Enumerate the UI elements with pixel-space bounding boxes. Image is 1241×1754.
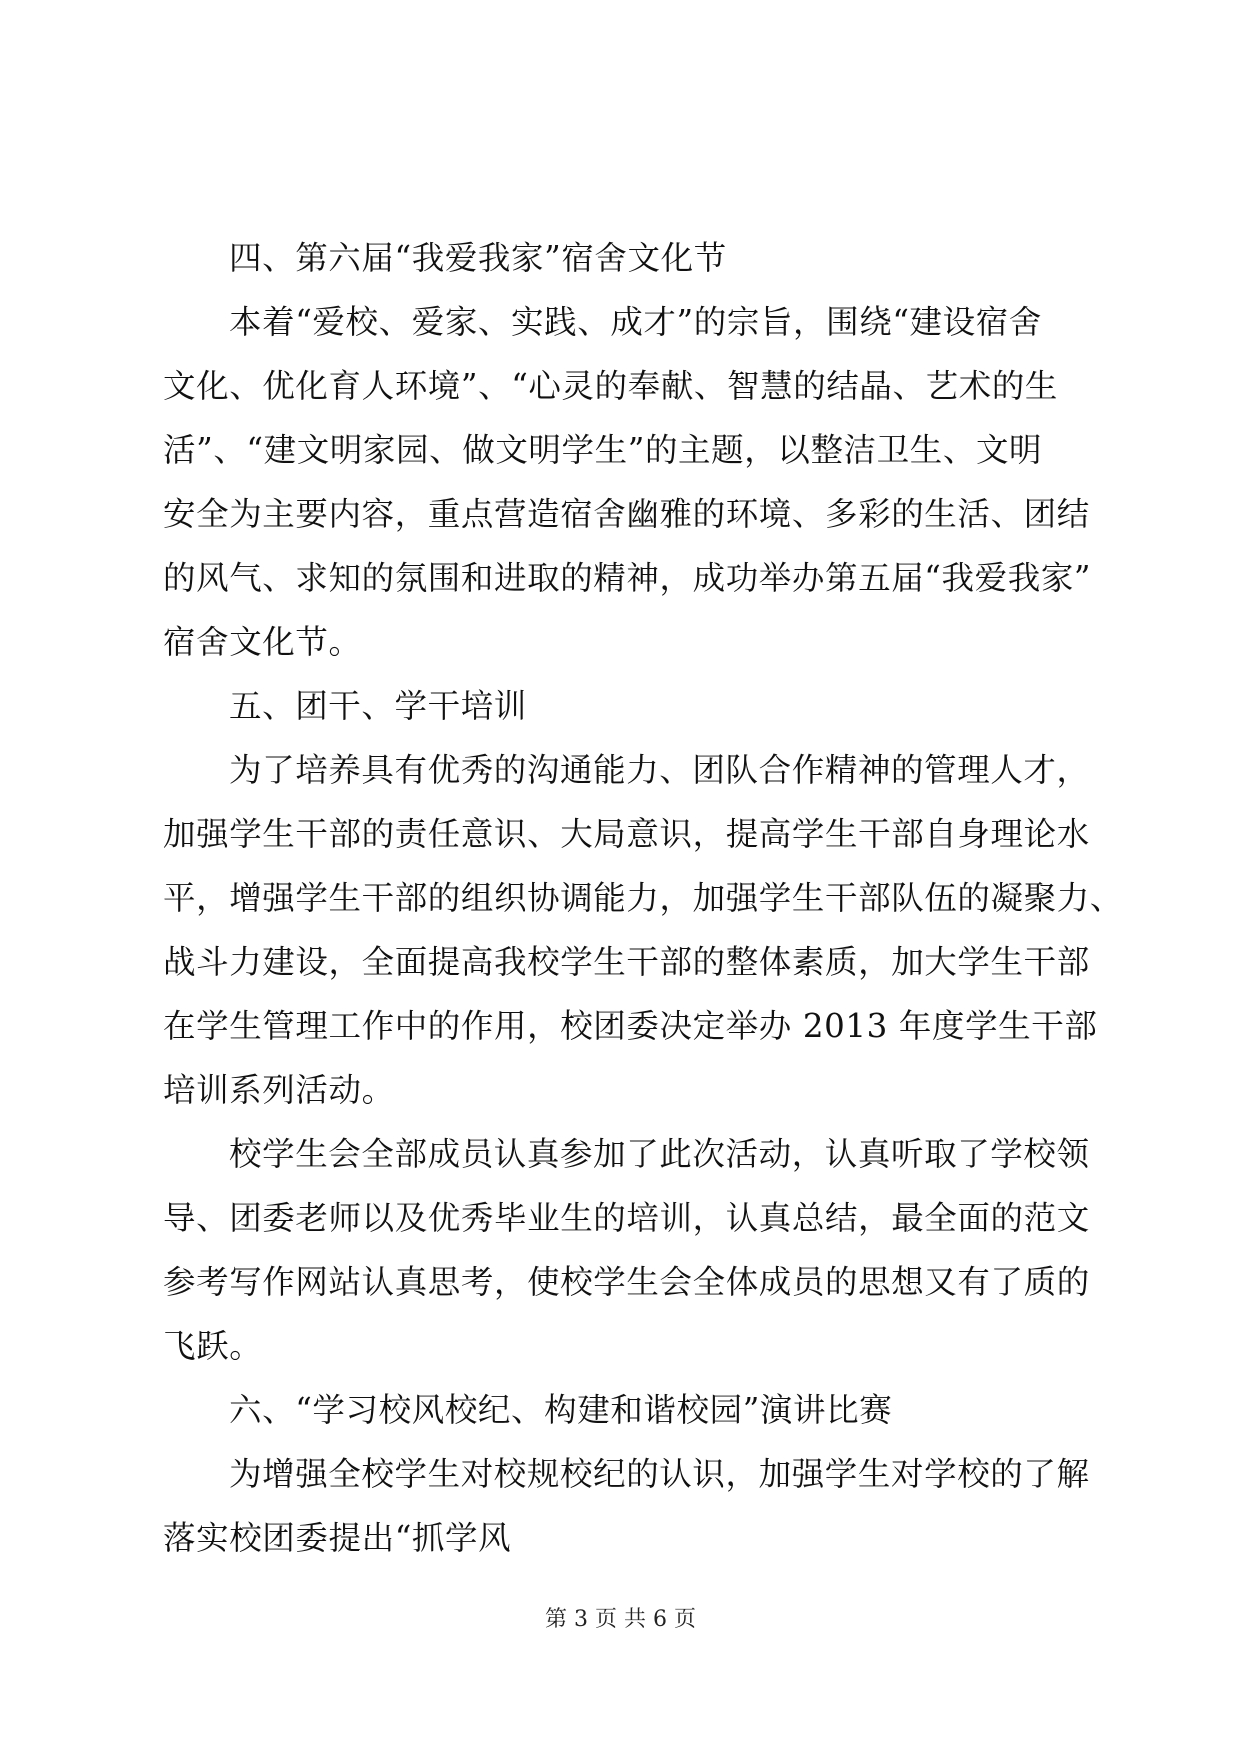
paragraph-line: 平，增强学生干部的组织协调能力，加强学生干部队伍的凝聚力、 [163,879,1123,917]
paragraph-line: 战斗力建设，全面提高我校学生干部的整体素质，加大学生干部 [163,943,1090,981]
paragraph-line: 导、团委老师以及优秀毕业生的培训，认真总结，最全面的范文 [163,1199,1090,1237]
paragraph-line: 为增强全校学生对校规校纪的认识，加强学生对学校的了解 [229,1455,1090,1493]
paragraph-line: 在学生管理工作中的作用，校团委决定举办 2013 年度学生干部 [163,1007,1098,1045]
paragraph-line: 加强学生干部的责任意识、大局意识，提高学生干部自身理论水 [163,815,1090,853]
section-heading: 五、团干、学干培训 [229,687,527,725]
paragraph-line: 飞跃。 [163,1327,263,1365]
paragraph-line: 文化、优化育人环境”、“心灵的奉献、智慧的结晶、艺术的生 [163,367,1059,405]
paragraph-line: 落实校团委提出“抓学风 [163,1519,512,1557]
section-heading: 四、第六届“我爱我家”宿舍文化节 [229,239,727,277]
paragraph-line: 校学生会全部成员认真参加了此次活动，认真听取了学校领 [229,1135,1090,1173]
paragraph-line: 参考写作网站认真思考，使校学生会全体成员的思想又有了质的 [163,1263,1090,1301]
paragraph-line: 安全为主要内容，重点营造宿舍幽雅的环境、多彩的生活、团结 [163,495,1090,533]
page-footer: 第 3 页 共 6 页 [545,1607,696,1632]
paragraph-line: 的风气、求知的氛围和进取的精神，成功举办第五届“我爱我家” [163,559,1092,597]
paragraph-line: 培训系列活动。 [163,1071,395,1109]
paragraph-line: 本着“爱校、爱家、实践、成才”的宗旨，围绕“建设宿舍 [229,303,1042,341]
paragraph-line: 活”、“建文明家园、做文明学生”的主题，以整洁卫生、文明 [163,431,1043,469]
section-heading: 六、“学习校风校纪、构建和谐校园”演讲比赛 [229,1391,893,1429]
document-body [163,226,1123,1570]
paragraph-line: 宿舍文化节。 [163,623,362,661]
paragraph-line: 为了培养具有优秀的沟通能力、团队合作精神的管理人才， [229,751,1090,789]
